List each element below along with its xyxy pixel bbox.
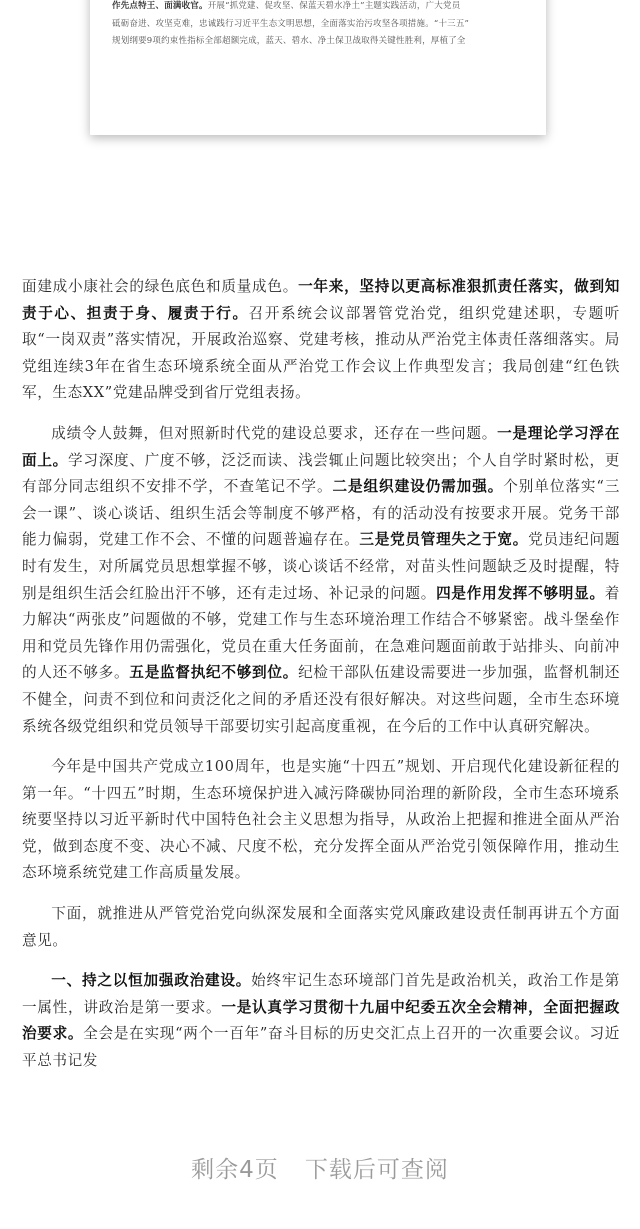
text-run: 成绩令人鼓舞，但对照新时代党的建设总要求，还存在一些问题。	[51, 424, 498, 442]
text-run: 个别单位落实“三会一课”、谈心谈话、组织生活会等制度不够严格，有的活动没有按要求开展。党务干部能力偏弱，党建工作不会、不懂的问题普遍存在。	[22, 478, 620, 549]
document-body	[22, 274, 620, 1089]
remaining-pages-label: 剩余4页	[191, 1156, 279, 1183]
text-run: 面建成小康社会的绿色底色和质量成色。	[22, 278, 299, 295]
text-run: 着力解决“两张皮”问题做的不够，党建工作与生态环境治理工作结合不够紧密。战斗堡垒作用和党员先锋作用仍需强化，党员在重大任务面前，在急难问题面前敢于站排头、向前冲的人还不够多。	[22, 584, 620, 682]
bold-text-run: 一是理论学习浮在面上。	[22, 424, 620, 469]
bold-text-run: 四是作用发挥不够明显。	[436, 584, 605, 602]
text-run: 今年是中国共产党成立100周年，也是实施“十四五”规划、开启现代化建设新征程的第一年。“十四五”时期，生态环境保护进入减污降碳协同治理的新阶段，全市生态环境系统要坚持以习近平新时代中国特色社会主义思想为指导，从政治上把握和推进全面从严治党，做到态度不变、决心不减、尺度不松，充分发挥全面从严治党引领保障作用，推动生态环境系统党建工作高质量发展。	[22, 758, 620, 882]
text-run: 学习深度、广度不够，泛泛而读、浅尝辄止问题比较突出；个人自学时紧时松，更有部分同志组织不安排不学，不查笔记不学。	[22, 451, 620, 496]
text-run: 召开系统会议部署管党治党，组织党建述职，专题听取“一岗双责”落实情况，开展政治巡察、党建考核，推动从严治党主体责任落细落实。局党组连续3年在省生态环境系统全面从严治党工作会议上作典型发言；我局创建“红色铁军，生态XX”党建品牌受到省厅党组表扬。	[22, 304, 620, 402]
document-paragraph	[22, 901, 620, 954]
preview-line: 砥砺奋进、攻坚克难，忠诚践行习近平生态文明思想，全面落实治污攻坚各项措施。“十三五”	[112, 18, 470, 29]
preview-line: 作先点特王、面满收官。开展“抓党建、促攻坚、保蓝天碧水净土”主题实践活动，广大党员	[112, 1, 461, 11]
preview-page-card	[90, 0, 546, 135]
download-to-read-label: 下载后可查阅	[304, 1156, 449, 1183]
bold-text-run: 二是组织建设仍需加强。	[332, 478, 504, 496]
text-run: 始终牢记生态环境部门首先是政治机关，政治工作是第一属性，讲政治是第一要求。	[22, 972, 620, 1016]
document-paragraph	[22, 754, 620, 887]
bold-text-run: 一、持之以恒加强政治建设。	[51, 972, 252, 990]
text-run: 下面，就推进从严管党治党向纵深发展和全面落实党风廉政建设责任制再讲五个方面意见。	[22, 905, 620, 949]
bold-text-run: 一是认真学习贯彻十九届中纪委五次全会精神，全面把握政治要求。	[22, 998, 620, 1043]
bold-text-run: 五是监督执纪不够到位。	[129, 664, 299, 682]
preview-line: 规划纲要9项约束性指标全部超额完成，蓝天、碧水、净土保卫战取得关键性胜利，厚植了全	[112, 36, 466, 46]
text-run: 全会是在实现“两个一百年”奋斗目标的历史交汇点上召开的一次重要会议。习近平总书记发	[22, 1025, 621, 1070]
bold-text-run: 一年来，坚持以更高标准狠抓责任落实，做到知责于心、担责于身、履责于行。	[22, 278, 620, 322]
remaining-pages-prompt[interactable]	[0, 1143, 640, 1191]
document-paragraph	[22, 421, 620, 740]
bold-text-run: 三是党员管理失之于宽。	[359, 531, 529, 549]
text-run: 党员违纪问题时有发生，对所属党员思想掌握不够，谈心谈话不经常，对苗头性问题缺乏及时提醒，特别是组织生活会红脸出汗不够，还有走过场、补记录的问题。	[22, 531, 620, 602]
document-paragraph	[22, 274, 620, 407]
text-run: 纪检干部队伍建设需要进一步加强，监督机制还不健全，问责不到位和问责泛化之间的矛盾还没有很好解决。对这些问题，全市生态环境系统各级党组织和党员领导干部要切实引起高度重视，在今后的工作中认真研究解决。	[22, 664, 620, 735]
document-paragraph	[22, 968, 620, 1074]
